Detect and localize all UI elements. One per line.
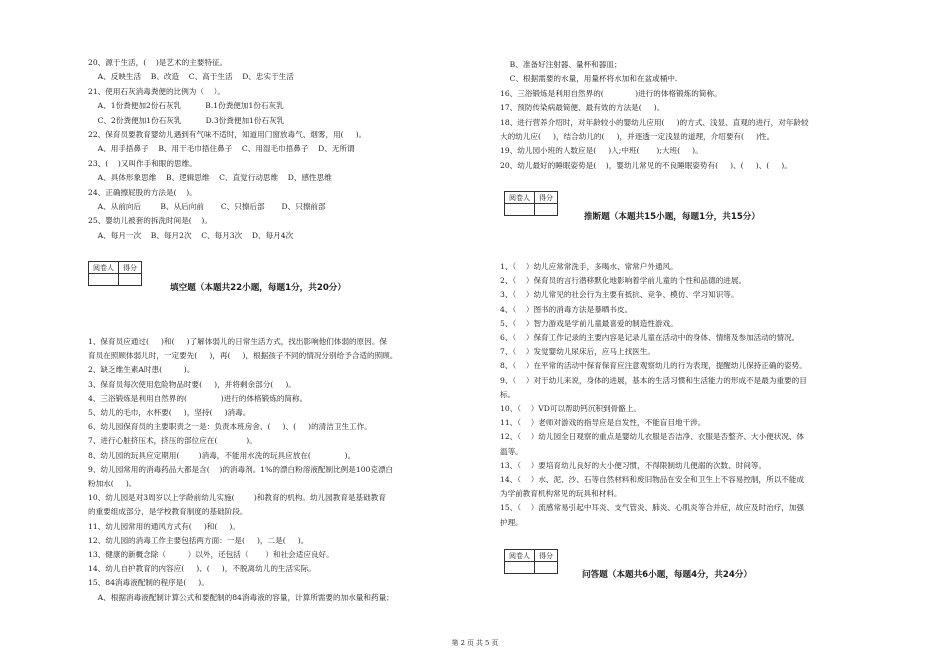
text-line: C、根据需要的水量，用量杯将水加和在盆或桶中. (500, 74, 678, 84)
text-line: 4、（ ）图书的消毒方法是暴晒书皮。 (500, 304, 633, 314)
reviewer-cell (505, 562, 535, 574)
text-line: 护理。 (500, 517, 523, 527)
text-line: 20、幼儿最好的睡眠姿势是( )，婴幼儿常见的不良睡眠姿势有( )、( )、( )。 (500, 160, 792, 170)
reviewer-label: 阅卷人 (89, 262, 119, 274)
page-footer: 第 2 页 共 5 页 (451, 639, 499, 647)
score-label: 得分 (535, 550, 558, 562)
reviewer-label: 阅卷人 (505, 550, 535, 562)
section-title-judge: 推断题（本题共15小题，每题1分，共15分） (584, 212, 760, 222)
text-line: 11、（ ）老师对游戏的指导应是自发性，不能盲目地干涉。 (500, 418, 706, 428)
text-line: 23、( )又叫作手和眼的思维。 (88, 158, 197, 168)
text-line: 24、正确擦屁股的方法是( )。 (88, 187, 197, 197)
text-line: 3、保育员每次使用危险物品时要( )，并将剩余部分( )。 (88, 379, 296, 389)
text-line: 育员在照顾体弱儿时，一定要先( )，再( )，根据孩子不同的情况分别给予合适的照顾。 (88, 351, 398, 361)
text-line: 3、（ ）幼儿常见的社会行为主要有抵抗、竞争、模仿、学习知识等。 (500, 290, 739, 300)
text-line: 6、（ ）保育工作记录的主要内容是记录儿童在活动中的身体、情绪及参加活动的情况。 (500, 333, 800, 342)
text-line: 18、进行营养介绍时，对年龄较小的婴幼儿应用( )的方式、浅显、直观的进行，对年龄较 (500, 117, 809, 127)
score-cell (119, 274, 142, 286)
text-line: 11、幼儿园常用的通风方式有( )和( )。 (88, 521, 240, 531)
text-line: 粉加水( )。 (88, 479, 137, 488)
text-line: 温等。 (500, 446, 523, 456)
text-line: 12、幼儿园的消毒工作主要包括两方面：一是( )，二是( )。 (88, 535, 309, 545)
text-line: 15、（ ）流感常易引起中耳炎、支气管炎、肺炎、心肌炎等合并症，故应及时治疗，加强 (500, 503, 805, 513)
text-line: 17、预防传染病最简便、最有效的方法是( )。 (500, 103, 665, 113)
text-line: 9、幼儿园常用的消毒药品大都是含( )的消毒剂。1%的漂白粉溶液配制比例是100克漂白 (88, 464, 394, 474)
score-cell (535, 204, 558, 216)
text-line: 1、保育员应通过( )和( )了解体弱儿的日常生活方式，找出影响他们体弱的原因。保 (88, 337, 388, 346)
text-line: 10、幼儿园是对3周岁以上学龄前幼儿实施( )和教育的机构。幼儿园教育是基础教育 (88, 493, 386, 503)
text-line: A、从前向后 B、从后向前 C、只擦后部 D、只擦前部 (88, 202, 326, 211)
text-line: 5、（ ）智力游戏是学前儿童最喜爱的制造性游戏。 (500, 318, 678, 328)
text-line: B、准备好注射器、量杯和器皿； (500, 60, 622, 69)
text-line: 1、（ ）幼儿应常常洗手，多喝水、常常户外通风。 (500, 262, 678, 271)
text-line: 20、源于生活，( )是艺术的主要特征。 (88, 58, 228, 67)
text-line: C、2份粪便加1份石灰乳 D.3份粪便加1份石灰乳 (88, 115, 285, 125)
text-line: 21、使用石灰消毒粪便的比例为（ ）。 (88, 86, 226, 96)
score-box-judge (504, 191, 558, 216)
text-line: A、具体形象思维 B、逻辑思维 C、直觉行动思维 D、感性思维 (88, 173, 332, 183)
section-title-fill: 填空题（本题共22小题，每题1分，共20分） (170, 283, 346, 293)
score-box-fill (88, 261, 142, 286)
text-line: 10、（ ）VD可以帮助钙沉积到骨骼上。 (500, 404, 641, 413)
score-label: 得分 (535, 192, 558, 204)
text-line: 的重要组成部分，是学校教育制度的基础阶段。 (88, 507, 248, 517)
reviewer-label: 阅卷人 (505, 192, 535, 204)
score-label: 得分 (119, 262, 142, 274)
text-line: 19、幼儿园小班的人数应是( )人;中班( );大班( )。 (500, 146, 703, 156)
text-line: A、反映生活 B、改造 C、高于生活 D、忠实于生活 (88, 72, 294, 82)
text-line: 13、健康的新概念除（ ）以外，还包括（ ）和社会适应良好。 (88, 550, 334, 559)
text-line: A、1份粪便加2份石灰乳 B.1份粪便加1份石灰乳 (88, 101, 284, 111)
text-line: 14、幼儿自护教育的内容应( )、( )，不脱离幼儿的生活实际。 (88, 564, 316, 574)
text-line: A、根据消毒液配制计算公式和要配制的84消毒液的容量，计算所需要的加水量和药量； (88, 592, 394, 602)
text-line: 大的幼儿应( )，结合幼儿的( )，并逐透一定浅显的道理，介绍要有( )性。 (500, 132, 775, 141)
text-line: 25、婴幼儿被套的拆洗时间是( )。 (88, 216, 212, 226)
text-line: 12、（ ）幼儿园全日观察的重点是婴幼儿衣服是否洁净、衣服是否整齐、大小便状况、体 (500, 432, 805, 442)
text-line: 13、（ ）要培育幼儿良好的大小便习惯，不得限制幼儿便溺的次数、时间等。 (500, 460, 767, 470)
score-cell (535, 562, 558, 574)
text-line: 2、（ ）保育员的言行潜移默化地影响着学前儿童的个性和品德的进展。 (500, 276, 747, 286)
text-line: 6、幼儿园保育员的主要职责之一是：负责本班房舍、( )、( )的清洁卫生工作。 (88, 422, 372, 432)
text-line: 7、（ ）发觉婴幼儿尿床后，应马上找医生。 (500, 347, 655, 357)
reviewer-cell (89, 274, 119, 286)
text-line: 16、三浴锻炼是利用自然界的( )进行的体格锻炼的简称。 (500, 88, 722, 98)
text-line: 7、进行心脏挤压术，挤压的部位应在( )。 (88, 436, 257, 446)
text-line: 5、幼儿的毛巾，水杯要( )，坚持( )消毒。 (88, 408, 251, 417)
text-line: 9、（ ）对于幼儿来说，身体的进展，基本的生活习惯和生活能力的形成不是最为重要的目 (500, 375, 807, 385)
section-title-qa: 问答题（本题共6小题，每题4分，共24分） (582, 570, 753, 580)
text-line: 为学前教育机构常见的玩具和材料。 (500, 489, 622, 499)
text-line: 4、三浴锻炼是利用自然界的( )进行的体格锻炼的简称。 (88, 393, 308, 403)
text-line: A、用手捂鼻子 B、用干毛巾捂住鼻子 C、用湿毛巾捂鼻子 D、无所谓 (88, 144, 355, 154)
text-line: 2、缺乏维生素A时患( )。 (88, 365, 195, 375)
text-line: 22、保育员要教育婴幼儿遇到有气味不适时，知道用门窗放毒气、烟雾，用( )。 (88, 130, 367, 139)
text-line: 标。 (500, 389, 516, 399)
score-box-qa (504, 549, 558, 574)
text-line: 14、（ ）水、泥、沙、石等自然材料和废旧物品在安全和卫生上不容易控制，所以不能成 (500, 475, 805, 484)
text-line: A、每月一次 B、每月2次 C、每月3次 D、每月4次 (88, 230, 294, 240)
reviewer-cell (505, 204, 535, 216)
text-line: 15、84消毒液配制的程序是( )。 (88, 578, 209, 588)
text-line: 8、幼儿园的玩具应定期用( )消毒，不能用水洗的玩具应放在( )。 (88, 450, 356, 460)
text-line: 8、（ ）在平常的活动中保育保育应注意观察幼儿的行为表现，提醒幼儿保持正确的姿势。 (500, 361, 807, 371)
